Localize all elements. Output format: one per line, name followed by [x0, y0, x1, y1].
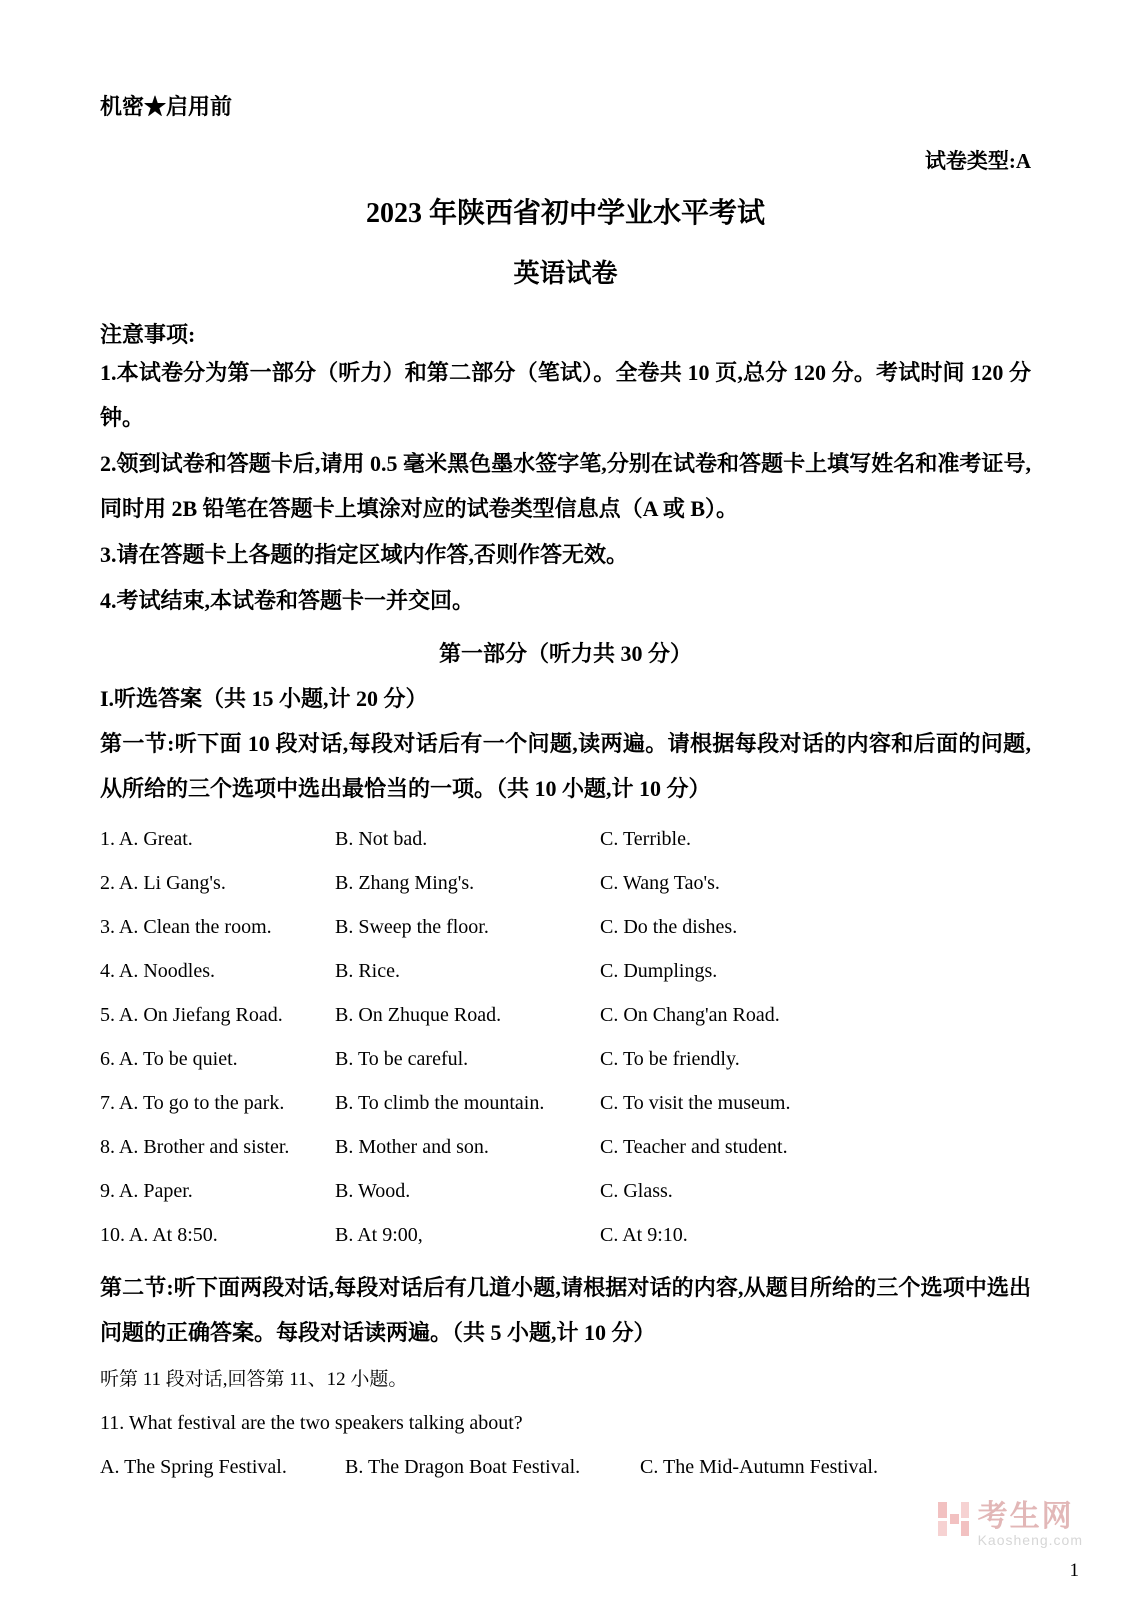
page-content: [100, 90, 1031, 1489]
exam-title: 2023 年陕西省初中学业水平考试: [365, 198, 765, 229]
option-c: C. The Mid-Autumn Festival.: [640, 1456, 878, 1478]
listening-questions-1-10: [100, 817, 1031, 1257]
classification-label: 机密★启用前: [100, 94, 233, 119]
watermark-texts: [978, 1500, 1083, 1548]
notice-item-4: 4.考试结束,本试卷和答题卡一并交回。: [100, 588, 475, 613]
dialog-11-note: 听第 11 段对话,回答第 11、12 小题。: [100, 1369, 408, 1390]
paper-type-label: 试卷类型:A: [924, 149, 1031, 173]
option-a: A. The Spring Festival.: [100, 1456, 287, 1478]
option-a: 2. A. Li Gang's.: [100, 872, 226, 894]
option-b: B. The Dragon Boat Festival.: [345, 1456, 581, 1478]
notice-item-3: 3.请在答题卡上各题的指定区域内作答,否则作答无效。: [100, 542, 629, 567]
question-row-9: [100, 1169, 1031, 1213]
option-b: B. At 9:00,: [335, 1224, 423, 1246]
option-c: C. Glass.: [600, 1180, 673, 1202]
option-b: B. To be careful.: [335, 1048, 469, 1070]
option-b: B. Wood.: [335, 1180, 411, 1202]
question-row-8: [100, 1125, 1031, 1169]
question-row-10: [100, 1213, 1031, 1257]
option-a: 8. A. Brother and sister.: [100, 1136, 290, 1158]
question-row-2: [100, 861, 1031, 905]
page-number: 1: [1069, 1560, 1079, 1581]
option-b: B. Sweep the floor.: [335, 916, 489, 938]
option-c: C. Do the dishes.: [600, 916, 738, 938]
option-c: C. Terrible.: [600, 828, 691, 850]
option-a: 1. A. Great.: [100, 828, 193, 850]
option-a: 5. A. On Jiefang Road.: [100, 1004, 283, 1026]
option-c: C. Dumplings.: [600, 960, 718, 982]
option-a: 7. A. To go to the park.: [100, 1092, 285, 1114]
option-b: B. Zhang Ming's.: [335, 872, 475, 894]
section1-description: 第一节:听下面 10 段对话,每段对话后有一个问题,读两遍。请根据每段对话的内容和后面的问题,从所给的三个选项中选出最恰当的一项。（共 10 小题,计 10 分）: [100, 731, 1031, 801]
option-c: C. To be friendly.: [600, 1048, 740, 1070]
question-row-3: [100, 905, 1031, 949]
option-a: 6. A. To be quiet.: [100, 1048, 238, 1070]
question-row-7: [100, 1081, 1031, 1125]
option-c: C. Wang Tao's.: [600, 872, 720, 894]
option-c: C. To visit the museum.: [600, 1092, 791, 1114]
notice-section: [100, 318, 1031, 623]
option-b: B. Rice.: [335, 960, 400, 982]
option-c: C. At 9:10.: [600, 1224, 688, 1246]
option-b: B. To climb the mountain.: [335, 1092, 545, 1114]
watermark-domain: Kaosheng.com: [977, 1531, 1083, 1548]
watermark-name: 考生网: [977, 1499, 1074, 1533]
option-a: 3. A. Clean the room.: [100, 916, 272, 938]
question-11-options: [100, 1445, 1031, 1489]
section2-description: 第二节:听下面两段对话,每段对话后有几道小题,请根据对话的内容,从题目所给的三个选项中选出问题的正确答案。每段对话读两遍。（共 5 小题,计 10 分）: [100, 1275, 1031, 1345]
notice-item-1: 1.本试卷分为第一部分（听力）和第二部分（笔试）。全卷共 10 页,总分 120 分。考试时间 120 分钟。: [100, 360, 1031, 430]
notice-heading: 注意事项:: [100, 322, 196, 347]
notice-item-2: 2.领到试卷和答题卡后,请用 0.5 毫米黑色墨水签字笔,分别在试卷和答题卡上填写姓名和准考证号,同时用 2B 铅笔在答题卡上填涂对应的试卷类型信息点（A 或 B）。: [100, 451, 1031, 521]
section1-title: I.听选答案（共 15 小题,计 20 分）: [100, 686, 428, 711]
kaosheng-watermark: [936, 1500, 1083, 1548]
option-b: B. Mother and son.: [335, 1136, 489, 1158]
option-b: B. On Zhuque Road.: [335, 1004, 502, 1026]
kaosheng-logo-icon: [936, 1500, 970, 1538]
option-c: C. On Chang'an Road.: [600, 1004, 780, 1026]
question-row-5: [100, 993, 1031, 1037]
option-a: 4. A. Noodles.: [100, 960, 215, 982]
question-row-4: [100, 949, 1031, 993]
exam-subtitle: 英语试卷: [513, 259, 618, 288]
option-b: B. Not bad.: [335, 828, 428, 850]
question-11-text: 11. What festival are the two speakers talking about?: [100, 1412, 523, 1434]
question-row-1: [100, 817, 1031, 861]
option-a: 10. A. At 8:50.: [100, 1224, 218, 1246]
question-row-6: [100, 1037, 1031, 1081]
option-a: 9. A. Paper.: [100, 1180, 193, 1202]
part1-heading: 第一部分（听力共 30 分）: [438, 641, 692, 666]
option-c: C. Teacher and student.: [600, 1136, 788, 1158]
